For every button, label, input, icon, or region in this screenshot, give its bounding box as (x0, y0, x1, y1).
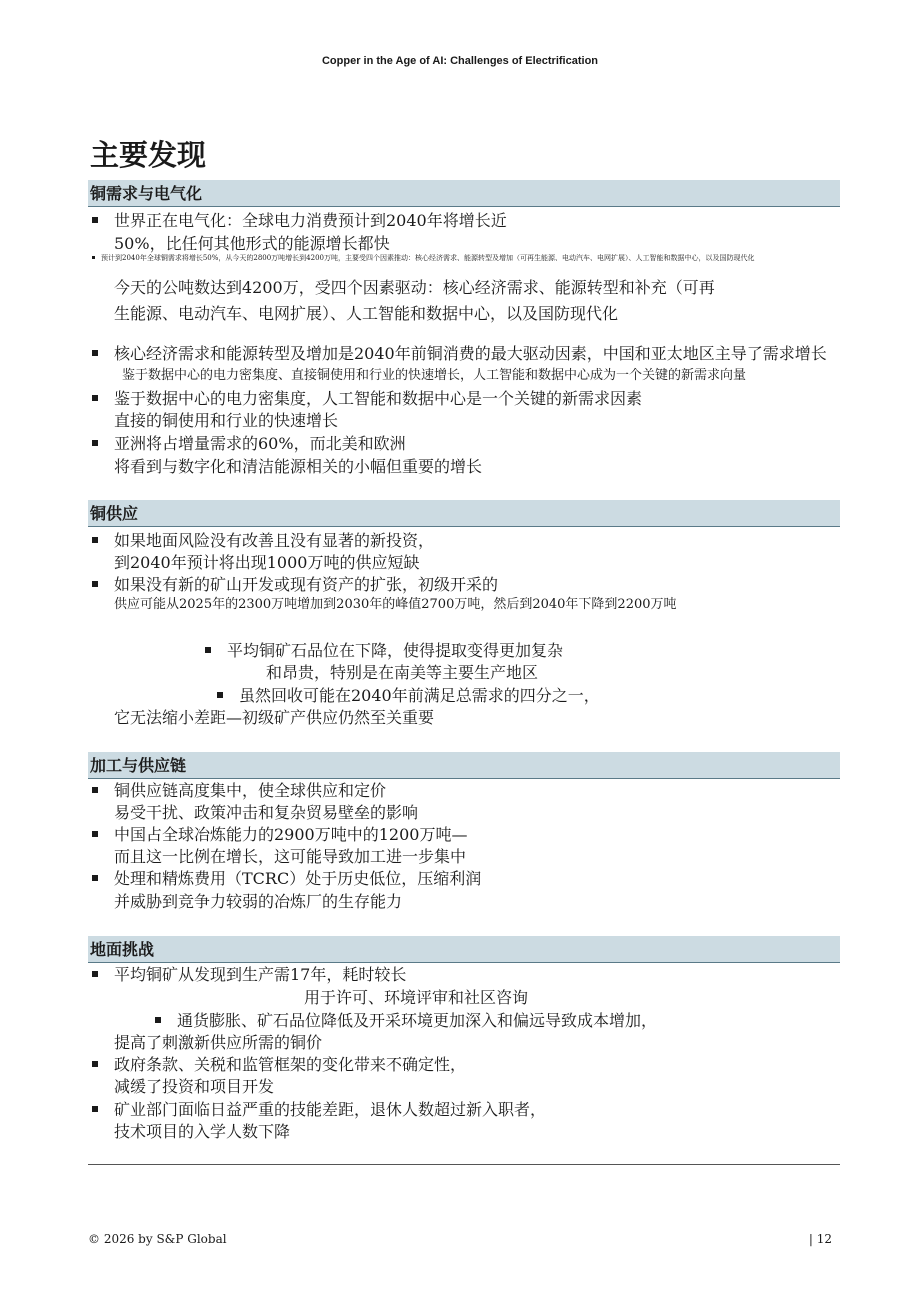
bullet-item: 亚洲将占增量需求的60%，而北美和欧洲 (92, 433, 406, 455)
bullet-icon (92, 395, 98, 401)
section-heading: 铜供应 (88, 500, 840, 527)
bullet-item: 平均铜矿石品位在下降，使得提取变得更加复杂 (205, 640, 563, 662)
bullet-icon (92, 971, 98, 977)
bullet-item: 虽然回收可能在2040年前满足总需求的四分之一， (217, 685, 600, 707)
bullet-item-fine-print: 预计到2040年全球铜需求将增长50%，从今天的2800万吨增长到4200万吨，主要受四个因素推动：核心经济需求、能源转型及增加（可再生能源、电动汽车、电网扩展）、人工智能和数据中心，以及国防现代化 (92, 253, 755, 263)
section-heading: 铜需求与电气化 (88, 180, 840, 207)
bullet-item: 鉴于数据中心的电力密集度，人工智能和数据中心是一个关键的新需求因素 (92, 388, 642, 410)
bullet-continuation: 技术项目的入学人数下降 (114, 1122, 291, 1141)
bullet-item: 矿业部门面临日益严重的技能差距，退休人数超过新入职者， (92, 1099, 546, 1121)
bullet-continuation: 易受干扰、政策冲击和复杂贸易壁垒的影响 (114, 803, 419, 822)
bullet-continuation: 和昂贵，特别是在南美等主要生产地区 (266, 663, 539, 682)
bullet-item: 铜供应链高度集中，使全球供应和定价 (92, 780, 386, 802)
section-heading: 加工与供应链 (88, 752, 840, 779)
bullet-item: 核心经济需求和能源转型及增加是2040年前铜消费的最大驱动因素，中国和亚太地区主导了需求增长 (92, 343, 827, 365)
paragraph-line: 生能源、电动汽车、电网扩展）、人工智能和数据中心，以及国防现代化 (114, 304, 619, 323)
bullet-icon (92, 875, 98, 881)
section-copper-demand (88, 180, 840, 207)
section-processing-supply-chain (88, 752, 840, 779)
bullet-item: 政府条款、关税和监管框架的变化带来不确定性， (92, 1054, 466, 1076)
page-title: 主要发现 (90, 138, 207, 172)
bullet-continuation: 到2040年预计将出现1000万吨的供应短缺 (114, 553, 420, 572)
section-copper-supply (88, 500, 840, 527)
bullet-icon (92, 440, 98, 446)
bullet-icon (92, 537, 98, 543)
page-number: | 12 (808, 1232, 832, 1246)
bullet-continuation: 减缓了投资和项目开发 (114, 1077, 275, 1096)
bullet-icon (205, 647, 211, 653)
bullet-icon (92, 256, 95, 259)
bullet-item: 如果没有新的矿山开发或现有资产的扩张，初级开采的 (92, 574, 498, 596)
bullet-item: 中国占全球冶炼能力的2900万吨中的1200万吨— (92, 824, 467, 846)
bottom-divider (88, 1164, 840, 1165)
bullet-continuation: 供应可能从2025年的2300万吨增加到2030年的峰值2700万吨，然后到2040年下降到2200万吨 (114, 597, 677, 612)
footer-copyright: © 2026 by S&P Global (88, 1232, 227, 1246)
bullet-continuation: 将看到与数字化和清洁能源相关的小幅但重要的增长 (114, 457, 483, 476)
bullet-icon (92, 831, 98, 837)
bullet-icon (92, 787, 98, 793)
bullet-icon (92, 1106, 98, 1112)
section-above-ground-challenges (88, 936, 840, 963)
bullet-continuation: 鉴于数据中心的电力密集度、直接铜使用和行业的快速增长，人工智能和数据中心成为一个关键的新需求向量 (122, 368, 747, 383)
bullet-icon (92, 350, 98, 356)
bullet-continuation: 用于许可、环境评审和社区咨询 (304, 988, 529, 1007)
bullet-item: 如果地面风险没有改善且没有显著的新投资， (92, 530, 434, 552)
bullet-continuation: 50%，比任何其他形式的能源增长都快 (114, 234, 390, 253)
bullet-continuation: 它无法缩小差距—初级矿产供应仍然至关重要 (114, 708, 435, 727)
section-heading: 地面挑战 (88, 936, 840, 963)
bullet-continuation: 并威胁到竞争力较弱的冶炼厂的生存能力 (114, 892, 403, 911)
bullet-continuation: 直接的铜使用和行业的快速增长 (114, 411, 339, 430)
paragraph-line: 今天的公吨数达到4200万，受四个因素驱动：核心经济需求、能源转型和补充（可再 (114, 278, 715, 297)
running-header: Copper in the Age of AI: Challenges of Electrification (321, 55, 599, 67)
bullet-icon (155, 1017, 161, 1023)
bullet-item: 平均铜矿从发现到生产需17年，耗时较长 (92, 964, 406, 986)
bullet-icon (217, 692, 223, 698)
bullet-icon (92, 581, 98, 587)
bullet-icon (92, 217, 98, 223)
bullet-item: 处理和精炼费用（TCRC）处于历史低位，压缩利润 (92, 868, 481, 890)
bullet-item: 世界正在电气化：全球电力消费预计到2040年将增长近 (92, 210, 507, 232)
bullet-continuation: 提高了刺激新供应所需的铜价 (114, 1033, 323, 1052)
bullet-icon (92, 1061, 98, 1067)
bullet-item: 通货膨胀、矿石品位降低及开采环境更加深入和偏远导致成本增加， (155, 1010, 657, 1032)
bullet-continuation: 而且这一比例在增长，这可能导致加工进一步集中 (114, 847, 467, 866)
